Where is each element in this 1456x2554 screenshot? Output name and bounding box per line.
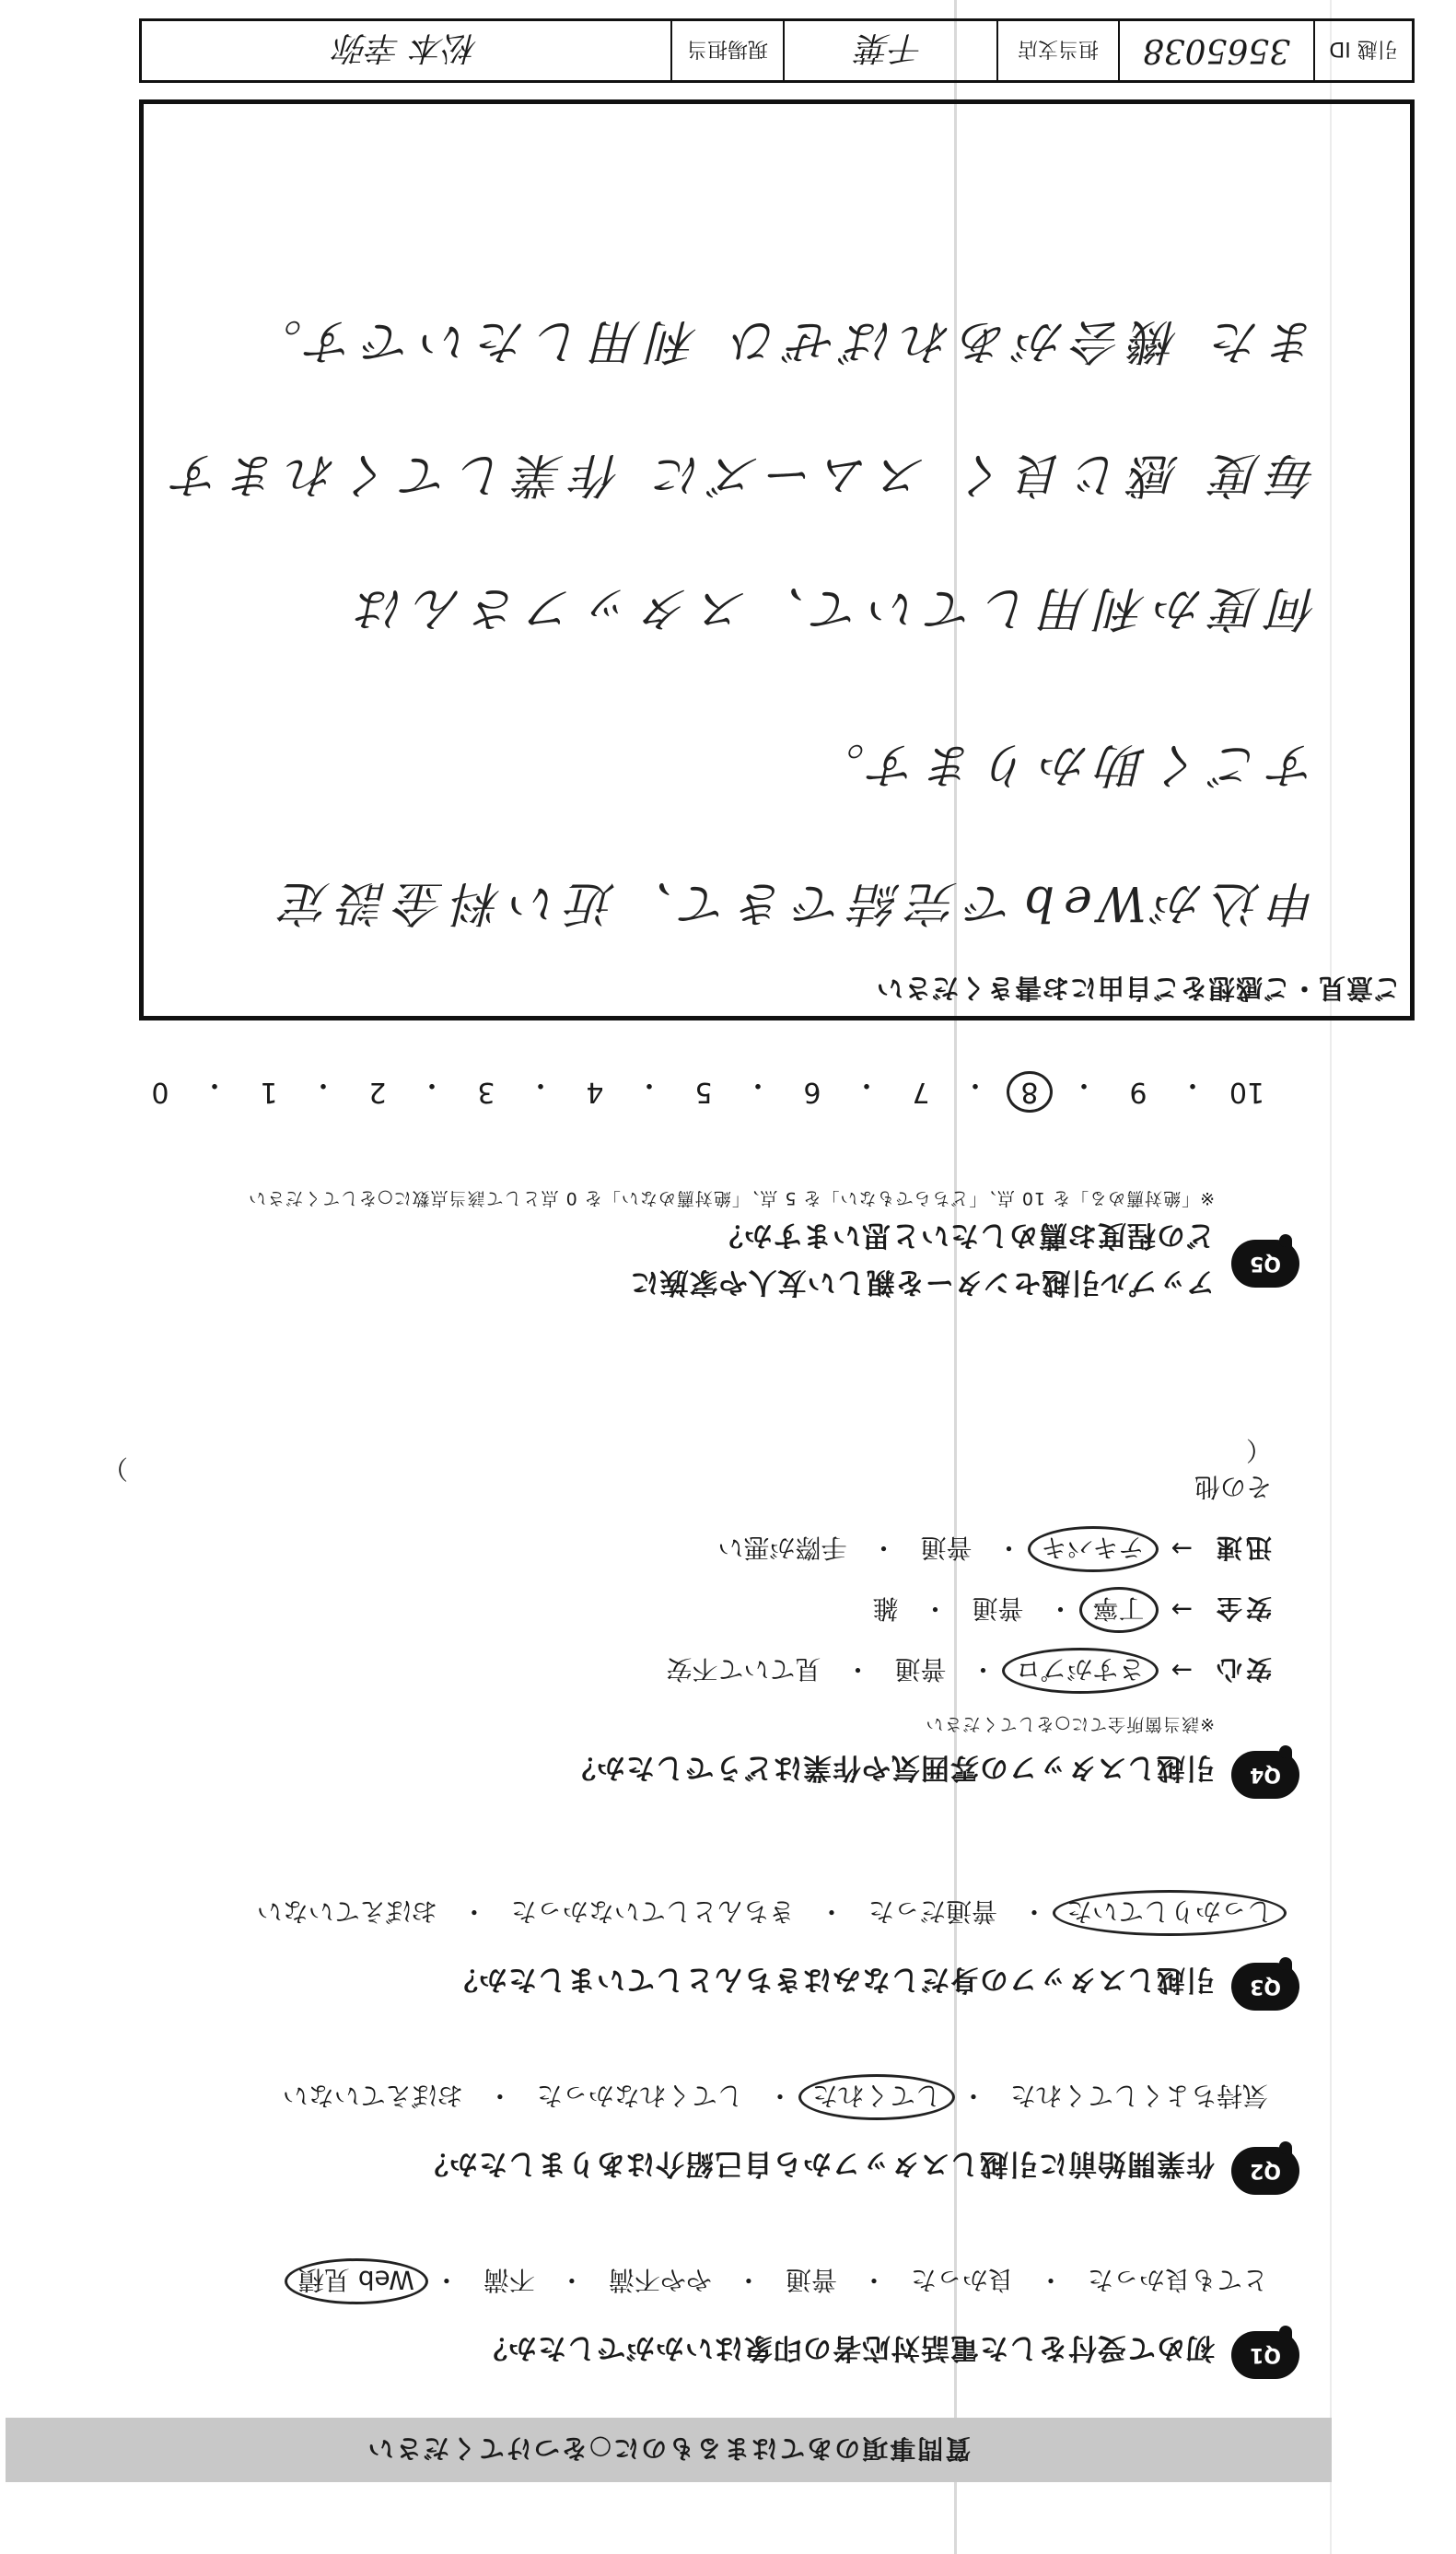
q2-options: 気持ちよくしてくれた ・ してくれた ・ してくれなかった ・ おぼえていない bbox=[102, 2079, 1272, 2116]
branch-value: 千葉 bbox=[783, 21, 996, 80]
q3-option-not-neat[interactable]: きちんとしていなかった bbox=[510, 1896, 795, 1927]
q5-scale: 10 ・ 9 ・ 8 ・ 7 ・ 6 ・ 5 ・ 4 ・ 3 ・ 2 ・ 1 ・ 0 bbox=[131, 1067, 1276, 1108]
q4-speed-brisk-selected[interactable]: テキパキ bbox=[1028, 1526, 1159, 1572]
move-id-label: 引越 ID bbox=[1313, 21, 1412, 80]
comment-line-5: また 機会があればぜひ 利用したいです。 bbox=[245, 313, 1318, 368]
comment-line-4: 毎度 感じ良く スムーズに 作業してくれます bbox=[164, 447, 1318, 502]
q1-option-unsatisfied[interactable]: 不満 bbox=[483, 2265, 535, 2295]
comment-line-3: 何度か利用していて、スタッフさんは bbox=[348, 580, 1318, 636]
q4-safety-rough[interactable]: 雑 bbox=[872, 1593, 899, 1624]
question-1 bbox=[102, 2263, 1299, 2379]
question-4 bbox=[102, 1433, 1299, 1799]
move-id-value: 3565038 bbox=[1118, 21, 1313, 80]
q1-options: とても良かった ・ 良かった ・ 普通 ・ やや不満 ・ 不満 ・ Web 見積 bbox=[102, 2263, 1272, 2300]
q4-row-speed: 迅速 → テキパキ ・ 普通 ・ 手際が悪い bbox=[102, 1531, 1272, 1568]
q5-text-line2: どの程度お薦めしたいと思いますか？ bbox=[714, 1219, 1215, 1252]
score-0[interactable]: 0 bbox=[151, 1076, 169, 1108]
q3-options: しっかりしていた ・ 普通だった ・ きちんとしていなかった ・ おぼえていない bbox=[102, 1895, 1272, 1931]
q4-row-label: 安全 bbox=[1212, 1593, 1272, 1624]
q3-option-neat-selected[interactable]: しっかりしていた bbox=[1053, 1890, 1287, 1936]
question-2 bbox=[102, 2079, 1299, 2195]
comments-box[interactable] bbox=[139, 99, 1415, 1020]
q5-text-line1: アップル引越センターを親しい友人や家族に bbox=[629, 1265, 1215, 1299]
q4-speed-normal[interactable]: 普通 bbox=[920, 1533, 973, 1563]
q2-option-did-selected[interactable]: してくれた bbox=[798, 2074, 955, 2120]
question-5 bbox=[102, 1187, 1299, 1306]
q1-option-good[interactable]: 良かった bbox=[910, 2265, 1014, 2295]
field-staff-signature: 松本 幸弥 bbox=[334, 29, 478, 67]
q4-safety-careful-selected[interactable]: 丁寧 bbox=[1079, 1587, 1159, 1633]
instructions-banner: 質問事項のあてはまるものに○をつけてください bbox=[6, 2418, 1332, 2482]
branch-label: 担当支店 bbox=[996, 21, 1118, 80]
score-10[interactable]: 10 bbox=[1229, 1076, 1265, 1108]
q4-text: 引越しスタッフの雰囲気や作業はどうでしたか？ bbox=[566, 1751, 1215, 1785]
q5-note: ※「絶対薦める」を 10 点、「どちらでもない」を 5 点、「絶対薦めない」を 0 点として該当点数に○をしてください bbox=[248, 1188, 1215, 1208]
score-3[interactable]: 3 bbox=[477, 1076, 495, 1108]
score-5[interactable]: 5 bbox=[694, 1076, 713, 1108]
q4-other-close: ） bbox=[102, 1453, 129, 1484]
q4-peace-anxious[interactable]: 見ていて不安 bbox=[666, 1654, 821, 1685]
arrow-icon: → bbox=[1171, 1594, 1193, 1626]
q2-option-did-not[interactable]: してくれなかった bbox=[536, 2081, 743, 2111]
arrow-icon: → bbox=[1171, 1655, 1193, 1686]
q1-option-web-quote-selected[interactable]: Web 見積 bbox=[285, 2258, 428, 2304]
q3-option-dont-remember[interactable]: おぼえていない bbox=[256, 1896, 437, 1927]
q2-text: 作業開始前に引越しスタッフから自己紹介はありましたか？ bbox=[419, 2147, 1215, 2181]
q2-option-dont-remember[interactable]: おぼえていない bbox=[282, 2081, 463, 2111]
q4-row-peace: 安心 → さすがプロ ・ 普通 ・ 見ていて不安 bbox=[102, 1652, 1272, 1689]
q3-text: 引越しスタッフの身だしなみはきちんとしていましたか？ bbox=[448, 1963, 1215, 1997]
score-7[interactable]: 7 bbox=[912, 1076, 930, 1108]
q3-option-normal[interactable]: 普通だった bbox=[868, 1896, 997, 1927]
q3-badge-icon: Q3 bbox=[1231, 1955, 1299, 2011]
comments-title: ご意見・ご感想をご自由にお書きください bbox=[875, 973, 1401, 1004]
comment-line-2: すごく助かります。 bbox=[808, 737, 1318, 792]
q4-speed-clumsy[interactable]: 手際が悪い bbox=[717, 1533, 847, 1563]
score-1[interactable]: 1 bbox=[260, 1076, 278, 1108]
q1-option-very-good[interactable]: とても良かった bbox=[1087, 2265, 1268, 2295]
q4-other-label: その他（ bbox=[1194, 1435, 1272, 1502]
comment-line-1: 申込がWebで完結できて、近い料金設定 bbox=[273, 875, 1318, 930]
score-4[interactable]: 4 bbox=[586, 1076, 604, 1108]
q4-peace-pro-selected[interactable]: さすがプロ bbox=[1002, 1648, 1159, 1694]
q5-badge-icon: Q5 bbox=[1231, 1232, 1299, 1288]
q4-row-other bbox=[102, 1433, 1272, 1507]
q4-row-safety: 安全 → 丁寧 ・ 普通 ・ 雑 bbox=[102, 1592, 1272, 1628]
q1-option-slightly-unsatisfied[interactable]: やや不満 bbox=[608, 2265, 712, 2295]
field-staff-label: 現場担当 bbox=[670, 21, 783, 80]
score-9[interactable]: 9 bbox=[1129, 1076, 1147, 1108]
arrow-icon: → bbox=[1171, 1534, 1193, 1565]
q4-badge-icon: Q4 bbox=[1231, 1743, 1299, 1799]
score-6[interactable]: 6 bbox=[803, 1076, 821, 1108]
score-8-selected[interactable]: 8 bbox=[1007, 1071, 1052, 1113]
q4-row-label: 安心 bbox=[1212, 1654, 1272, 1685]
q2-badge-icon: Q2 bbox=[1231, 2140, 1299, 2195]
q1-option-normal[interactable]: 普通 bbox=[785, 2265, 837, 2295]
question-3 bbox=[102, 1895, 1299, 2011]
q2-option-pleasantly[interactable]: 気持ちよくしてくれた bbox=[1009, 2081, 1268, 2111]
q4-peace-normal[interactable]: 普通 bbox=[894, 1654, 947, 1685]
q4-safety-normal[interactable]: 普通 bbox=[972, 1593, 1024, 1624]
q1-text: 初めて受付をした電話対応者の印象はいかがでしたか？ bbox=[478, 2331, 1215, 2365]
q1-badge-icon: Q1 bbox=[1231, 2324, 1299, 2379]
q4-note: ※該当箇所全てに○をしてください bbox=[925, 1714, 1215, 1734]
q4-row-label: 迅速 bbox=[1212, 1533, 1272, 1563]
staff-table bbox=[139, 18, 1415, 83]
score-2[interactable]: 2 bbox=[368, 1076, 387, 1108]
